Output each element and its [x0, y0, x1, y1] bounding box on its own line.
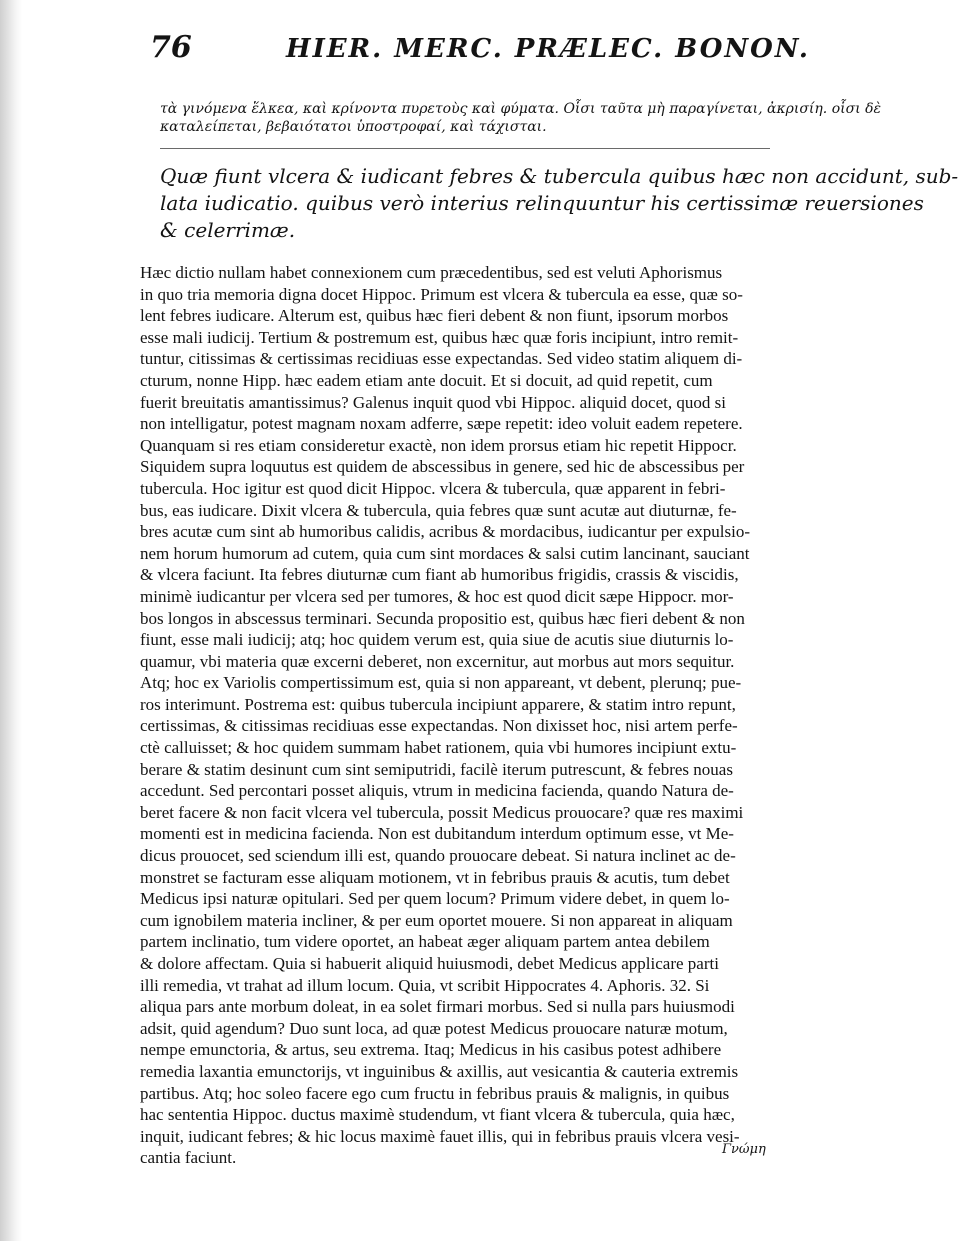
commentary-line: fuerit breuitatis amantissimus? Galenus inquit quod vbi Hippoc. aliquid docet, quod si [140, 392, 726, 412]
commentary-line: cum ignobilem materia incliner, & per eum oportet mouere. Si non appareat in aliquam [140, 910, 733, 930]
commentary-line: accedunt. Sed percontari posset aliquis, vtrum in medicina facienda, quando Natura de- [140, 781, 734, 801]
commentary-line: momenti est in medicina facienda. Non est dubitandum interdum optimum esse, vt Me- [140, 824, 734, 844]
commentary-line: bres acutæ cum sint ab humoribus calidis, acribus & mordacibus, iudicantur per expulsio- [140, 522, 750, 542]
commentary-line: dicus prouocet, sed sciendum illi est, quando prouocare debeat. Si natura inclinet ac de- [140, 846, 736, 866]
commentary-line: illi remedia, vt trahat ad illum locum. Quia, vt scribit Hippocrates 4. Aphoris. 32. Si [140, 975, 710, 995]
binding-shadow [0, 0, 22, 1241]
running-head: HIER. MERC. PRÆLEC. BONON. [286, 34, 810, 64]
commentary-line: partem inclinatio, tum videre oportet, an habeat æger aliquam partem antea debilem [140, 932, 710, 952]
commentary-line: Atq; hoc ex Variolis compertissimum est, quia si non appareant, vt debent, plerunq; pue- [140, 673, 742, 693]
commentary-line: beret facere & non facit vlcera vel tubercula, possit Medicus prouocare? quæ res maximi [140, 802, 744, 822]
commentary-line: bus, eas iudicare. Dixit vlcera & tubercula, quia febres quæ sunt acutæ aut diuturnæ, fe- [140, 500, 737, 520]
page-number: 76 [150, 30, 192, 65]
commentary-line: partibus. Atq; hoc soleo facere ego cum fructu in febribus prauis & malignis, in quibus [140, 1083, 730, 1103]
greek-lemma [160, 100, 882, 136]
commentary-line: minimè iudicantur per vlcera sed per tumores, & hoc est quod dicit sæpe Hippocr. mor- [140, 586, 734, 606]
commentary-line: berare & statim desinunt cum sint semiputridi, facilè iterum putrescunt, & febres nouas [140, 759, 733, 779]
commentary-line: ctè calluisset; & hoc quidem summam habet rationem, quia vbi humores incipiunt extu- [140, 738, 737, 758]
commentary-line: & vlcera faciunt. Ita febres diuturnæ cum fiant ab humoribus frigidis, crassis & viscidis, [140, 565, 739, 585]
commentary-line: aliqua pars ante morbum doleat, in ea solet firmari morbus. Sed si nulla pars huiusmodi [140, 997, 735, 1017]
latin-translation [160, 163, 958, 244]
commentary-line: certissimas, & citissimas recidiuas esse expectandas. Non dixisset hoc, nisi artem perfe- [140, 716, 738, 736]
commentary-line: Siquidem supra loquutus est quidem de abscessibus in genere, sed hic de abscessibus per [140, 457, 745, 477]
latin-line: Quæ fiunt vlcera & iudicant febres & tubercula quibus hæc non accidunt, sub- [160, 164, 958, 188]
commentary-line: & dolore affectam. Quia si habuerit aliquid huiusmodi, debet Medicus applicare parti [140, 954, 719, 973]
catchword: Γνώμη [722, 1142, 766, 1157]
commentary-line: lent febres iudicare. Alterum est, quibus hæc fieri debent & non fiunt, ipsorum morbos [140, 306, 729, 326]
commentary-line: esse mali iudicij. Tertium & postremum est, quibus hæc quæ foris incipiunt, intro remit- [140, 327, 739, 347]
commentary-line: inquit, iudicant febres; & hic locus maximè fauet illis, qui in febribus prauis vlcera vesi- [140, 1126, 740, 1146]
commentary-line: quamur, vbi materia quæ excerni deberet, non excernitur, aut morbus aut mors sequitur. [140, 651, 735, 671]
separator-rule [160, 148, 770, 149]
commentary-line: bos longos in abscessus terminari. Secunda propositio est, quibus hæc fieri debent & non [140, 608, 745, 628]
commentary-line: ros interimunt. Postrema est: quibus tubercula incipiunt apparere, & statim intro repunt, [140, 694, 736, 714]
commentary-line: nem horum humorum ad cutem, quia cum sint mordaces & salsi cutim lancinant, sauciant [140, 543, 750, 563]
commentary-line: nempe emunctoria, & artus, seu extrema. Itaq; Medicus in his casibus potest adhibere [140, 1040, 722, 1060]
page-header [0, 28, 810, 68]
commentary-line: cantia faciunt. [140, 1148, 237, 1168]
commentary-line: adsit, quid agendum? Duo sunt loca, ad quæ potest Medicus prouocare naturæ motum, [140, 1018, 728, 1038]
commentary-line: Medicus ipsi naturæ opitulari. Sed per quem locum? Primum videre debet, in quem lo- [140, 889, 730, 909]
commentary-body [140, 262, 790, 1169]
commentary-line: remedia laxantia emunctorijs, vt inguinibus & axillis, aut vesicantia & cauteria extremis [140, 1061, 739, 1081]
commentary-line: Quanquam si res etiam consideretur exactè, non idem prorsus etiam hic repetit Hippocr. [140, 435, 737, 455]
commentary-line: non intelligatur, potest magnam noxam adferre, sæpe repetit: ideo voluit eadem repetere. [140, 414, 743, 434]
commentary-line: hac sententia Hippoc. ductus maximè studendum, vt fiant vlcera & tubercula, quia hæc, [140, 1105, 735, 1125]
commentary-line: fiunt, esse mali iudicij; atq; hoc quidem verum est, quia siue de acutis siue diuturnis lo- [140, 630, 734, 650]
commentary-line: in quo tria memoria digna docet Hippoc. Primum est vlcera & tubercula ea esse, quæ so- [140, 284, 743, 304]
commentary-line: tuntur, citissimas & certissimas recidiuas esse expectandas. Sed video statim aliquem di- [140, 349, 743, 369]
greek-line: τὰ γινόμενα ἕλκεα, καὶ κρίνοντα πυρετοὺς καὶ φύματα. Οἷσι ταῦτα μὴ παραγίνεται, ἀκρισίη. οἷσι δὲ [160, 101, 882, 117]
commentary-line: monstret se facturam esse aliquam motionem, vt in febribus prauis & acutis, tum debet [140, 867, 730, 887]
commentary-line: Hæc dictio nullam habet connexionem cum præcedentibus, sed est veluti Aphorismus [140, 263, 723, 282]
greek-line: καταλείπεται, βεβαιότατοι ὑποστροφαί, καὶ τάχισται. [160, 119, 547, 135]
latin-line: & celerrimæ. [160, 218, 296, 242]
commentary-line: cturum, nonne Hipp. hæc eadem etiam ante docuit. Et si docuit, ad quid repetit, cum [140, 370, 713, 390]
latin-line: lata iudicatio. quibus verò interius relinquuntur his certissimæ reuersiones [160, 191, 924, 215]
commentary-line: tubercula. Hoc igitur est quod dicit Hippoc. vlcera & tubercula, quæ apparent in febri- [140, 478, 726, 498]
